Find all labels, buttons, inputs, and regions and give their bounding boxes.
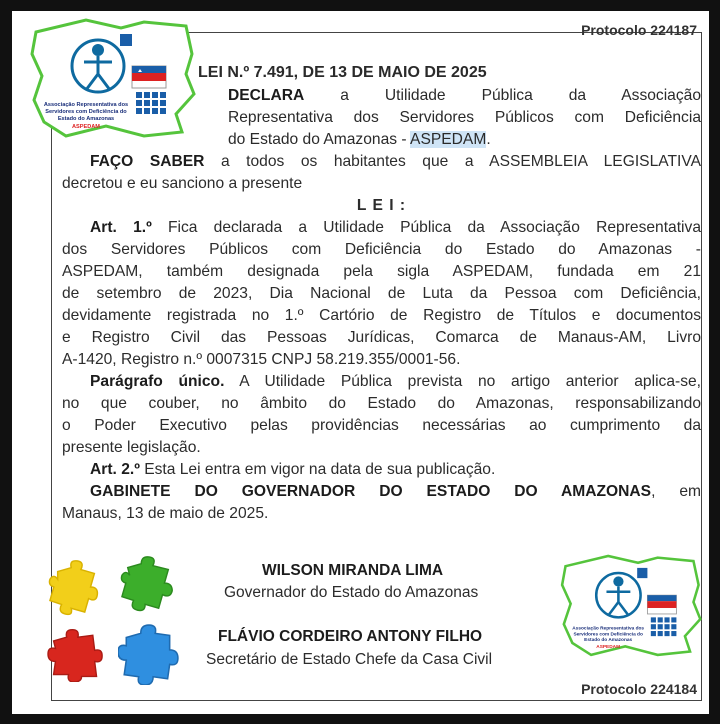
- declara-text-3-end: .: [486, 131, 491, 148]
- art2-text: Esta Lei entra em vigor na data de sua publicação.: [139, 461, 496, 478]
- document-page: [12, 11, 709, 714]
- logo-caption-3: Estado do Amazonas: [57, 116, 115, 122]
- art1-line-6: e Registro Civil das Pessoas Jurídicas, Comarca de Manaus-AM, Livro: [62, 329, 701, 346]
- puzzle-piece-green: [119, 556, 179, 614]
- signature-role-1: Governador do Estado do Amazonas: [224, 584, 479, 601]
- paragraph-line-3: o Poder Executivo pelas providências necessárias ao cumprimento da: [62, 417, 701, 434]
- paragraph-keyword: Parágrafo único.: [90, 373, 225, 390]
- art2-keyword: Art. 2.º: [90, 461, 140, 478]
- logo-bottom-caption-4: ASPEDAM: [596, 645, 621, 651]
- gabinete-text-1: , em: [651, 483, 701, 500]
- puzzle-piece-yellow: [48, 558, 106, 616]
- gabinete-keyword: GABINETE DO GOVERNADOR DO ESTADO DO AMAZONAS: [90, 483, 652, 500]
- declara-line-3: [228, 129, 491, 151]
- gabinete-line-2: Manaus, 13 de maio de 2025.: [62, 505, 269, 522]
- logo-bottom-caption-3: Estado do Amazonas: [584, 638, 633, 644]
- logo-caption-2: Servidores com Deficiência do: [45, 109, 127, 115]
- art1-keyword: Art. 1.º: [90, 219, 152, 236]
- signature-role-2: Secretário de Estado Chefe da Casa Civil: [206, 651, 493, 668]
- logo-caption-4: ASPEDAM: [72, 124, 100, 130]
- art1-line-3: ASPEDAM, também designada pela sigla ASPEDAM, fundada em 21: [62, 263, 701, 280]
- puzzle-piece-red: [46, 626, 106, 682]
- art1-text-1: Fica declarada a Utilidade Pública da Associação Representativa: [151, 219, 701, 236]
- art1-line-1: [62, 217, 701, 239]
- logo-caption-1: Associação Representativa dos: [43, 102, 129, 108]
- declara-text-3: do Estado do Amazonas -: [228, 131, 411, 148]
- art1-line-2: dos Servidores Públicos com Deficiência do Estado do Amazonas -: [62, 241, 701, 258]
- puzzle-piece-blue: [118, 623, 180, 685]
- declara-line-2: Representativa dos Servidores Públicos com Deficiência: [228, 109, 701, 126]
- paragraph-line-1: [62, 371, 701, 393]
- faco-line-2: decretou e eu sanciono a presente: [62, 175, 303, 192]
- logo-bottom-caption-1: Associação Representativa dos: [572, 626, 645, 632]
- art1-line-5: devidamente registrada no 1.º Cartório de Registro de Títulos e documentos: [62, 307, 701, 324]
- declara-text-1: a Utilidade Pública da Associação: [304, 87, 701, 104]
- lei-heading: L E I :: [356, 197, 407, 214]
- aspedam-highlight: ASPEDAM: [410, 131, 487, 148]
- art2-line: [62, 459, 701, 481]
- declara-line-1: [228, 85, 701, 107]
- paragraph-text-1: A Utilidade Pública prevista no artigo anterior aplica-se,: [224, 373, 701, 390]
- faco-keyword: FAÇO SABER: [90, 153, 205, 170]
- protocol-bottom: Protocolo 224184: [581, 681, 697, 697]
- law-title: LEI N.º 7.491, DE 13 DE MAIO DE 2025: [198, 64, 487, 81]
- faco-text-1: a todos os habitantes que a ASSEMBLEIA LEGISLATIVA: [204, 153, 701, 170]
- aspedam-logo-bottom: [557, 549, 702, 661]
- protocol-top: Protocolo 224187: [581, 22, 697, 38]
- art1-line-4: de setembro de 2023, Dia Nacional de Luta da Pessoa com Deficiência,: [62, 285, 701, 302]
- art1-line-7: A-1420, Registro n.º 0007315 CNPJ 58.219.355/0001-56.: [62, 351, 461, 368]
- declara-keyword: DECLARA: [228, 87, 305, 104]
- paragraph-line-4: presente legislação.: [62, 439, 201, 456]
- logo-bottom-caption-2: Servidores com Deficiência do: [573, 632, 643, 638]
- aspedam-logo-top: [26, 14, 196, 141]
- signature-name-2: FLÁVIO CORDEIRO ANTONY FILHO: [218, 628, 483, 645]
- signature-name-1: WILSON MIRANDA LIMA: [262, 562, 444, 579]
- faco-line-1: [62, 151, 701, 173]
- paragraph-line-2: no que couber, no âmbito do Estado do Amazonas, responsabilizando: [62, 395, 701, 412]
- gabinete-line-1: [62, 481, 701, 503]
